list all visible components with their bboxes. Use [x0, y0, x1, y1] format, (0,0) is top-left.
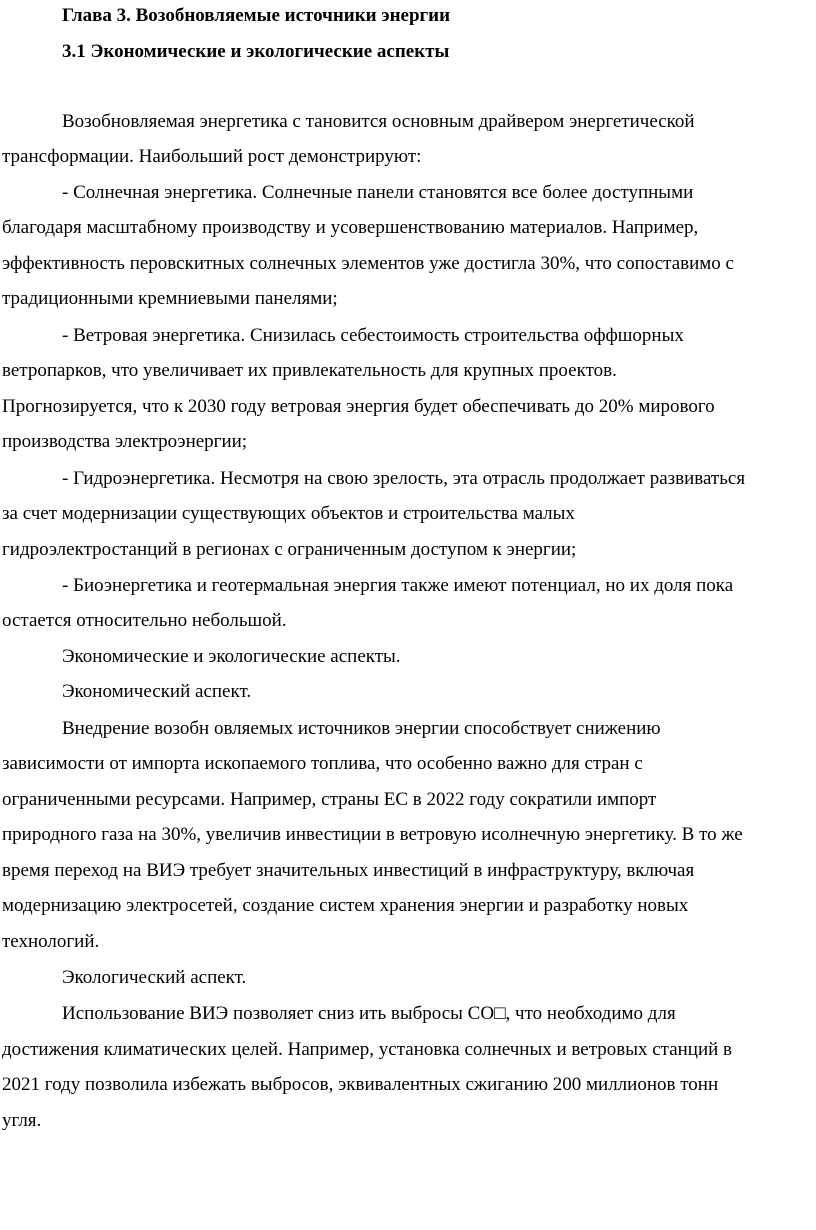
paragraph-line: модернизацию электросетей, создание систем хранения энергии и разработку новых [2, 895, 689, 916]
paragraph-line: за счет модернизации существующих объектов и строительства малых [2, 503, 575, 524]
paragraph-line: гидроэлектростанций в регионах с ограниченным доступом к энергии; [2, 539, 577, 560]
paragraph-line: технологий. [2, 931, 100, 952]
paragraph-line: угля. [2, 1110, 42, 1131]
subheading: Экономический аспект. [62, 681, 252, 702]
paragraph-line: Возобновляемая энергетика с тановится основным драйвером энергетической [62, 111, 695, 132]
paragraph-line: Использование ВИЭ позволяет сниз ить выбросы CO□, что необходимо для [62, 1003, 676, 1024]
paragraph-line: ограниченными ресурсами. Например, страны ЕС в 2022 году сократили импорт [2, 789, 657, 810]
subheading: Экологический аспект. [62, 967, 247, 988]
paragraph-line: достижения климатических целей. Например, установка солнечных и ветровых станций в [2, 1039, 733, 1060]
paragraph-line: 2021 году позволила избежать выбросов, эквивалентных сжиганию 200 миллионов тонн [2, 1074, 719, 1095]
paragraph-line: - Солнечная энергетика. Солнечные панели становятся все более доступными [62, 182, 694, 203]
paragraph-line: эффективность перовскитных солнечных элементов уже достигла 30%, что сопоставимо с [2, 253, 734, 274]
paragraph-line: трансформации. Наибольший рост демонстрируют: [2, 146, 422, 167]
paragraph-line: время переход на ВИЭ требует значительных инвестиций в инфраструктуру, включая [2, 860, 695, 881]
paragraph-line: - Биоэнергетика и геотермальная энергия также имеют потенциал, но их доля пока [62, 575, 734, 596]
paragraph-line: - Гидроэнергетика. Несмотря на свою зрелость, эта отрасль продолжает развиваться [62, 468, 746, 489]
paragraph-line: традиционными кремниевыми панелями; [2, 288, 338, 309]
paragraph-line: природного газа на 30%, увеличив инвестиции в ветровую исолнечную энергетику. В то же [2, 824, 743, 845]
section-title: 3.1 Экономические и экологические аспекты [62, 41, 450, 62]
paragraph-line: Внедрение возобн овляемых источников энергии способствует снижению [62, 718, 661, 739]
paragraph-line: зависимости от импорта ископаемого топлива, что особенно важно для стран с [2, 753, 643, 774]
paragraph-line: Прогнозируется, что к 2030 году ветровая энергия будет обеспечивать до 20% мирового [2, 396, 715, 417]
paragraph-line: - Ветровая энергетика. Снизилась себестоимость строительства оффшорных [62, 325, 684, 346]
chapter-title: Глава 3. Возобновляемые источники энергии [62, 5, 451, 26]
paragraph-line: благодаря масштабному производству и усовершенствованию материалов. Например, [2, 217, 699, 238]
paragraph-line: производства электроэнергии; [2, 431, 248, 452]
paragraph-line: ветропарков, что увеличивает их привлекательность для крупных проектов. [2, 360, 617, 381]
paragraph-line: остается относительно небольшой. [2, 610, 287, 631]
subheading: Экономические и экологические аспекты. [62, 646, 401, 667]
